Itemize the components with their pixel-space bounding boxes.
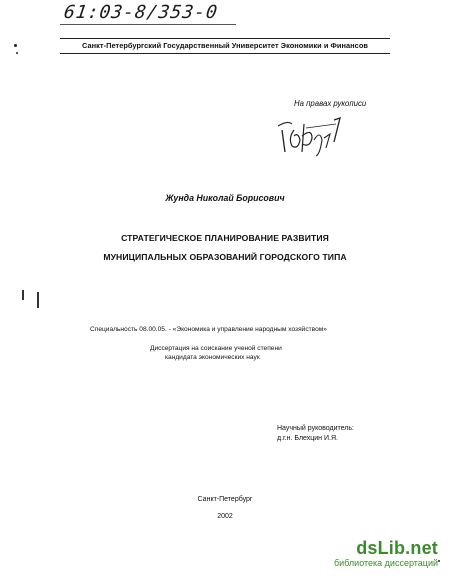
- scan-mark: [37, 292, 39, 308]
- signature-image: [276, 114, 358, 158]
- scan-speck: [14, 44, 17, 47]
- city: Санкт-Петербург: [197, 496, 253, 503]
- watermark-logo: dsLib.net: [356, 538, 438, 558]
- author-name: Жунда Николай Борисович: [165, 193, 285, 203]
- rights-note: На правах рукописи: [294, 99, 367, 108]
- thesis-title-line-1: СТРАТЕГИЧЕСКОЕ ПЛАНИРОВАНИЕ РАЗВИТИЯ: [121, 233, 329, 243]
- advisor-name: д.г.н. Блехцин И.Я.: [277, 435, 338, 442]
- archive-number: 61:03-8/353-0: [62, 2, 220, 23]
- watermark-subtitle: библиотека диссертаций: [333, 558, 438, 568]
- dissertation-degree-line-1: Диссертация на соискание ученой степени: [150, 345, 282, 352]
- dissertation-degree-line-2: кандидата экономических наук: [165, 354, 260, 361]
- thesis-title-line-2: МУНИЦИПАЛЬНЫХ ОБРАЗОВАНИЙ ГОРОДСКОГО ТИПА: [103, 252, 347, 262]
- advisor-label: Научный руководитель:: [277, 425, 354, 432]
- specialty: Специальность 08.00.05. - «Экономика и управление народным хозяйством»: [90, 326, 327, 333]
- scan-mark: [22, 290, 24, 300]
- archive-number-underline: [60, 24, 236, 25]
- year: 2002: [217, 513, 233, 520]
- scan-speck: [16, 52, 18, 54]
- dslib-watermark: [326, 538, 438, 569]
- scan-speck: [438, 560, 440, 562]
- university-name: Санкт-Петербургский Государственный Университет Экономики и Финансов: [60, 38, 390, 54]
